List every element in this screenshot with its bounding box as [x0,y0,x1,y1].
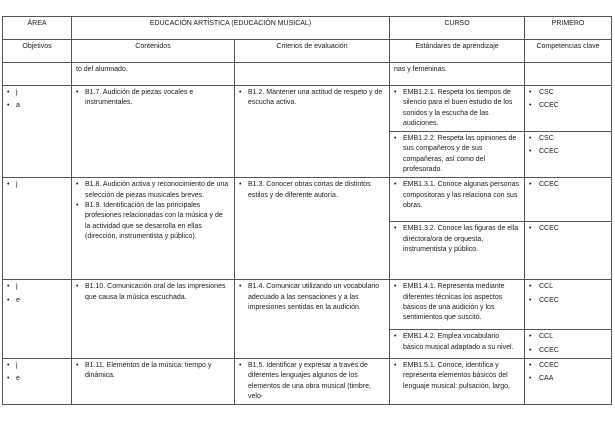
objetivos-header: Objetivos [3,40,72,63]
contenidos-cell [72,358,235,404]
competencias-cell [525,178,612,222]
estandar-item-list [394,180,520,211]
criterio-item: • B1.5. Identificar y expresar a través de diferentes lenguajes algunos de los elementos de una obra musical (timbre, velo- [239,361,385,402]
criterio-cell [235,86,390,178]
competencia-item: • CCL [529,332,607,342]
contenido-item-list [76,282,230,303]
criterio-cell [235,178,390,280]
estandar-item-list [394,282,520,323]
subject-header: EDUCACIÓN ARTÍSTICA (EDUCACIÓN MUSICAL) [72,17,390,40]
competencia-item: • CCEC [529,147,607,157]
objetivos-cell [3,280,72,359]
curriculum-table [2,16,612,405]
competencia-item: • CCEC [529,180,607,190]
continuation-estandares: nas y femeninas. [390,63,525,86]
curso-value: PRIMERO [525,17,612,40]
competencia-item-list [529,361,607,385]
competencia-item: • CSC [529,134,607,144]
estandar-item-list [394,88,520,129]
contenidos-cell [72,86,235,178]
area-header: ÁREA [3,17,72,40]
estandar-cell [390,132,525,178]
criterio-item-list [239,282,385,313]
contenido-item-list [76,88,230,109]
table-row [3,178,612,222]
contenido-item-list [76,361,230,382]
competencia-item-list [529,332,607,356]
objetivo-item: • e [7,374,67,384]
objetivo-item-list [7,282,67,306]
estandar-item: • EMB1.4.1. Representa mediante diferentes técnicas los aspectos básicos de una audición y los sentimientos que suscitó. [394,282,520,323]
objetivo-item-list [7,361,67,385]
objetivo-item: • j [7,361,67,371]
objetivo-item-list [7,180,67,190]
objetivos-cell [3,358,72,404]
criterio-item-list [239,88,385,109]
contenido-item: • B1.11. Elementos de la música: tiempo y dinámica. [76,361,230,382]
estandar-item: • EMB1.2.2. Respeta las opiniones de sus compañeros y de sus compañeras, así como del profesorado. [394,134,520,175]
contenidos-cell [72,280,235,359]
competencia-item-list [529,224,607,234]
contenidos-cell [72,178,235,280]
estandar-cell [390,358,525,404]
estandar-item-list [394,134,520,175]
competencia-item: • CCEC [529,361,607,371]
objetivo-item: • j [7,88,67,98]
estandar-item: • EMB1.3.2. Conoce las figuras de ella directora/ora de orquesta, instrumentista y público. [394,224,520,255]
competencias-cell [525,330,612,359]
objetivo-item: • a [7,101,67,111]
competencia-item-list [529,180,607,190]
objetivo-item: • e [7,296,67,306]
estandar-cell [390,178,525,222]
estandar-item: • EMB1.3.1. Conoce algunas personas compositoras y las relaciona con sus obras. [394,180,520,211]
competencia-item: • CCEC [529,101,607,111]
competencia-item: • CCEC [529,296,607,306]
estandar-cell [390,280,525,330]
contenido-item: • B1.7. Audición de piezas vocales e instrumentales. [76,88,230,109]
competencia-item-list [529,282,607,306]
criterio-item: • B1.3. Conocer obras cortas de distintos estilos y de diferente autoría. [239,180,385,201]
criterio-cell [235,280,390,359]
objetivo-item: • j [7,282,67,292]
competencia-item: • CAA [529,374,607,384]
estandares-header: Estándares de aprendizaje [390,40,525,63]
header-row [3,17,612,40]
objetivos-cell [3,86,72,178]
criterio-item-list [239,180,385,201]
estandar-item: • EMB1.4.2. Emplea vocabulario básico musical adaptado a su nivel. [394,332,520,353]
competencia-item-list [529,88,607,112]
contenidos-header: Contenidos [72,40,235,63]
competencias-cell [525,280,612,330]
contenido-item: • B1.10. Comunicación oral de las impresiones que causa la música escuchada. [76,282,230,303]
objetivo-item-list [7,88,67,112]
competencia-item: • CSC [529,88,607,98]
table-row [3,358,612,404]
estandar-cell [390,222,525,280]
competencias-cell [525,358,612,404]
competencias-cell [525,86,612,132]
competencia-item: • CCL [529,282,607,292]
continuation-row [3,63,612,86]
estandar-item-list [394,224,520,255]
table-row [3,86,612,132]
estandar-item: • EMB1.2.1. Respeta los tiempos de silencio para el buen estudio de los sonidos y la escucha de las audiciones. [394,88,520,129]
subheader-row [3,40,612,63]
contenido-item: • B1.8. Audición activa y reconocimiento de una selección de piezas musicales breves. [76,180,230,201]
estandar-item: • EMB1.5.1. Conoce, identifica y representa elementos básicos del lenguaje musical: pulsación, largo, [394,361,520,392]
contenido-item-list [76,180,230,242]
competencias-header: Competencias clave [525,40,612,63]
competencia-item: • CCEC [529,346,607,356]
contenido-item: • B1.9. Identificación de las principales profesiones relacionadas con la música y de la actividad que se desarrolla en ellas (dirección, instrumentista y público). [76,201,230,242]
continuation-contenidos: to del alumnado. [72,63,235,86]
competencias-cell [525,132,612,178]
competencia-item-list [529,134,607,158]
curso-header: CURSO [390,17,525,40]
estandar-item-list [394,361,520,392]
competencia-item: • CCEC [529,224,607,234]
criterio-item-list [239,361,385,402]
criterio-item: • B1.4. Comunicar utilizando un vocabulario adecuado a las sensaciones y a las impresiones sentidas en la audición. [239,282,385,313]
estandar-cell [390,86,525,132]
estandar-item-list [394,332,520,353]
objetivos-cell [3,178,72,280]
criterios-header: Criterios de evaluación [235,40,390,63]
estandar-cell [390,330,525,359]
competencias-cell [525,222,612,280]
objetivo-item: • j [7,180,67,190]
criterio-item: • B1.2. Mantener una actitud de respeto y de escucha activa. [239,88,385,109]
criterio-cell [235,358,390,404]
table-row [3,280,612,330]
